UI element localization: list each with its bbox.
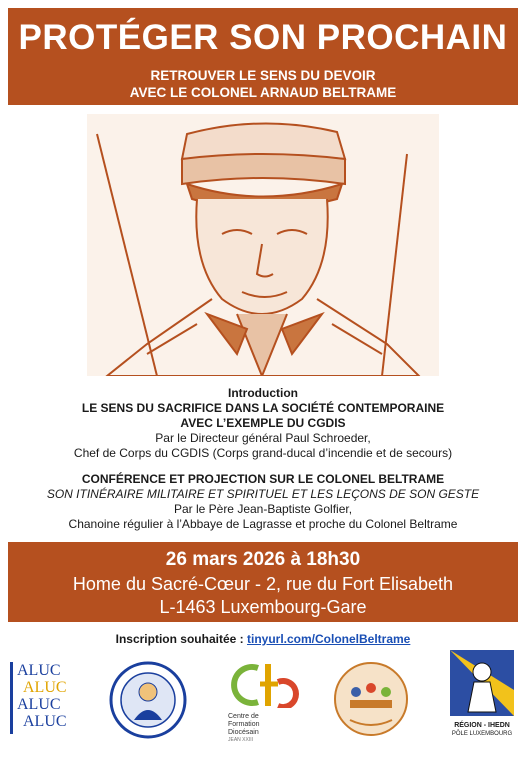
ihedn-label-1: RÉGION - IHEDN: [454, 722, 510, 729]
event-datetime: 26 mars 2026 à 18h30: [165, 549, 361, 570]
cfd-label-3: Diocésain: [228, 729, 259, 736]
conference-heading: CONFÉRENCE ET PROJECTION SUR LE COLONEL BELTRAME: [81, 472, 445, 486]
cfd-label-1: Centre de: [228, 713, 259, 720]
event-banner: [8, 542, 518, 622]
intro-heading-2: AVEC L’EXEMPLE DU CGDIS: [180, 416, 346, 430]
ihedn-emblem-icon: [450, 650, 514, 716]
aluc-line-1: ALUC: [17, 662, 61, 679]
cfd-mark-icon: [228, 662, 306, 708]
cfd-label-2: Formation: [228, 721, 260, 728]
page-title: PROTÉGER SON PROCHAIN: [18, 18, 508, 57]
subtitle-line-1: RETROUVER LE SENS DU DEVOIR: [150, 68, 376, 83]
aluc-line-3: ALUC: [17, 696, 61, 713]
aluc-logo: [10, 662, 83, 734]
event-address-2: L-1463 Luxembourg-Gare: [159, 597, 367, 617]
intro-heading-1: LE SENS DU SACRIFICE DANS LA SOCIÉTÉ CONTEMPORAINE: [81, 401, 445, 415]
intro-label: Introduction: [228, 386, 298, 400]
header-banner: [8, 8, 518, 105]
cfd-label-4: JEAN XXIII: [228, 737, 254, 743]
seal-logo: [108, 660, 188, 740]
registration-label: Inscription souhaitée :: [115, 632, 244, 646]
registration: [0, 632, 526, 646]
aluc-line-2: ALUC: [23, 679, 67, 696]
ihedn-label-2: PÔLE LUXEMBOURG: [451, 731, 513, 737]
conference-speaker-1: Par le Père Jean-Baptiste Golfier,: [173, 502, 353, 516]
intro-speaker-1: Par le Directeur général Paul Schroeder,: [155, 431, 371, 445]
portrait-illustration: [87, 114, 439, 376]
conference-subheading: SON ITINÉRAIRE MILITAIRE ET SPIRITUEL ET LES LEÇONS DE SON GESTE: [46, 487, 480, 501]
event-address-1: Home du Sacré-Cœur - 2, rue du Fort Elisabeth: [72, 574, 454, 594]
family-groups-logo: [332, 660, 410, 738]
cfd-logo: [228, 662, 306, 743]
intro-speaker-2: Chef de Corps du CGDIS (Corps grand-ducal d’incendie et de secours): [73, 446, 453, 460]
ihedn-logo: [450, 650, 514, 742]
registration-link[interactable]: tinyurl.com/ColonelBeltrame: [246, 632, 411, 646]
subtitle-line-2: AVEC LE COLONEL ARNAUD BELTRAME: [129, 85, 397, 100]
aluc-line-4: ALUC: [23, 713, 67, 730]
conference-speaker-2: Chanoine régulier à l’Abbaye de Lagrasse et proche du Colonel Beltrame: [68, 517, 458, 531]
